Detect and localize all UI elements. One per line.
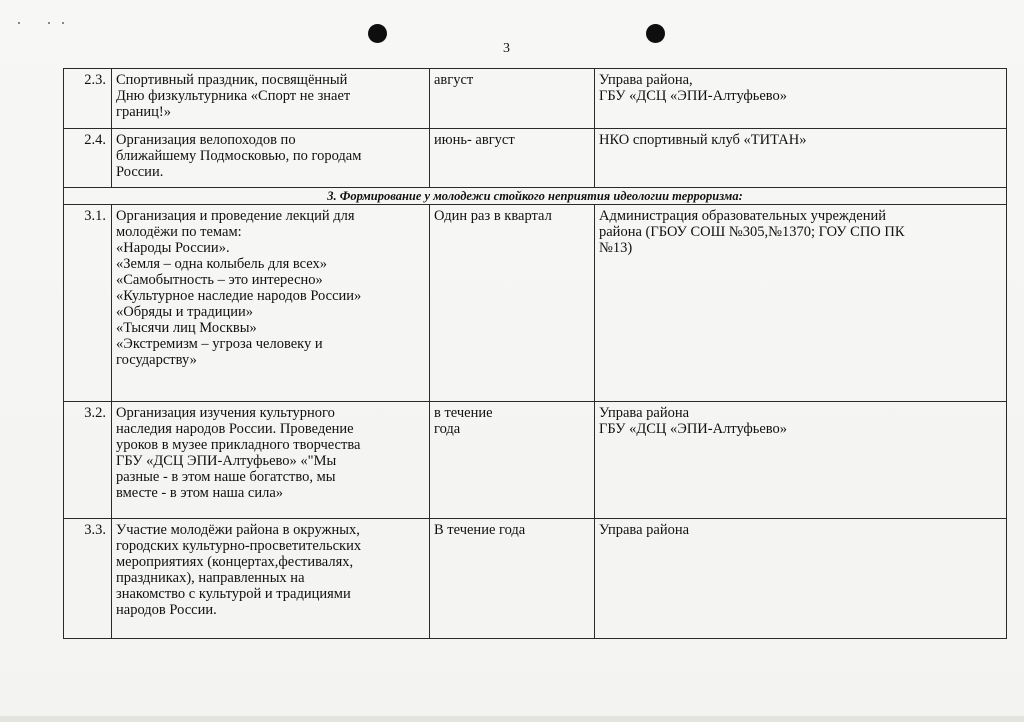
table-row [64, 519, 1007, 639]
event-description: Организация и проведение лекций для молодёжи по темам: «Народы России». «Земля – одна колыбель для всех» «Самобытность – это интересно» «Культурное наследие народов России» «Обряды и традиции» «Тысячи лиц Москвы» «Экстремизм – угроза человеку и государству» [112, 205, 430, 402]
event-date: Один раз в квартал [430, 205, 595, 402]
event-date: в течение года [430, 402, 595, 519]
section-header-row [64, 188, 1007, 205]
events-plan-table [63, 68, 1007, 639]
punch-hole-left [368, 24, 387, 43]
table-row [64, 205, 1007, 402]
table-row [64, 402, 1007, 519]
scan-specks [18, 22, 78, 28]
row-number: 3.3. [64, 519, 112, 639]
event-responsible: Администрация образовательных учреждений района (ГБОУ СОШ №305,№1370; ГОУ СПО ПК №13) [595, 205, 1007, 402]
event-responsible: Управа района [595, 519, 1007, 639]
table-row [64, 129, 1007, 188]
row-number: 3.1. [64, 205, 112, 402]
page-number: 3 [503, 41, 510, 56]
section-title: 3. Формирование у молодежи стойкого неприятия идеологии терроризма: [64, 188, 1007, 205]
event-date: август [430, 69, 595, 129]
event-description: Участие молодёжи района в окружных, городских культурно-просветительских мероприятиях (концертах,фестивалях, праздниках), направленных на знакомство с культурой и традициями народов России. [112, 519, 430, 639]
scan-edge-shadow [0, 716, 1024, 722]
event-description: Организация велопоходов по ближайшему Подмосковью, по городам России. [112, 129, 430, 188]
table-row [64, 69, 1007, 129]
event-description: Спортивный праздник, посвящённый Дню физкультурника «Спорт не знает границ!» [112, 69, 430, 129]
event-responsible: Управа района ГБУ «ДСЦ «ЭПИ-Алтуфьево» [595, 402, 1007, 519]
event-date: В течение года [430, 519, 595, 639]
event-description: Организация изучения культурного наследия народов России. Проведение уроков в музее прикладного творчества ГБУ «ДСЦ ЭПИ-Алтуфьево» «"Мы разные - в этом наше богатство, мы вместе - в этом наша сила» [112, 402, 430, 519]
row-number: 2.4. [64, 129, 112, 188]
event-date: июнь- август [430, 129, 595, 188]
punch-hole-right [646, 24, 665, 43]
event-responsible: Управа района, ГБУ «ДСЦ «ЭПИ-Алтуфьево» [595, 69, 1007, 129]
row-number: 2.3. [64, 69, 112, 129]
row-number: 3.2. [64, 402, 112, 519]
event-responsible: НКО спортивный клуб «ТИТАН» [595, 129, 1007, 188]
